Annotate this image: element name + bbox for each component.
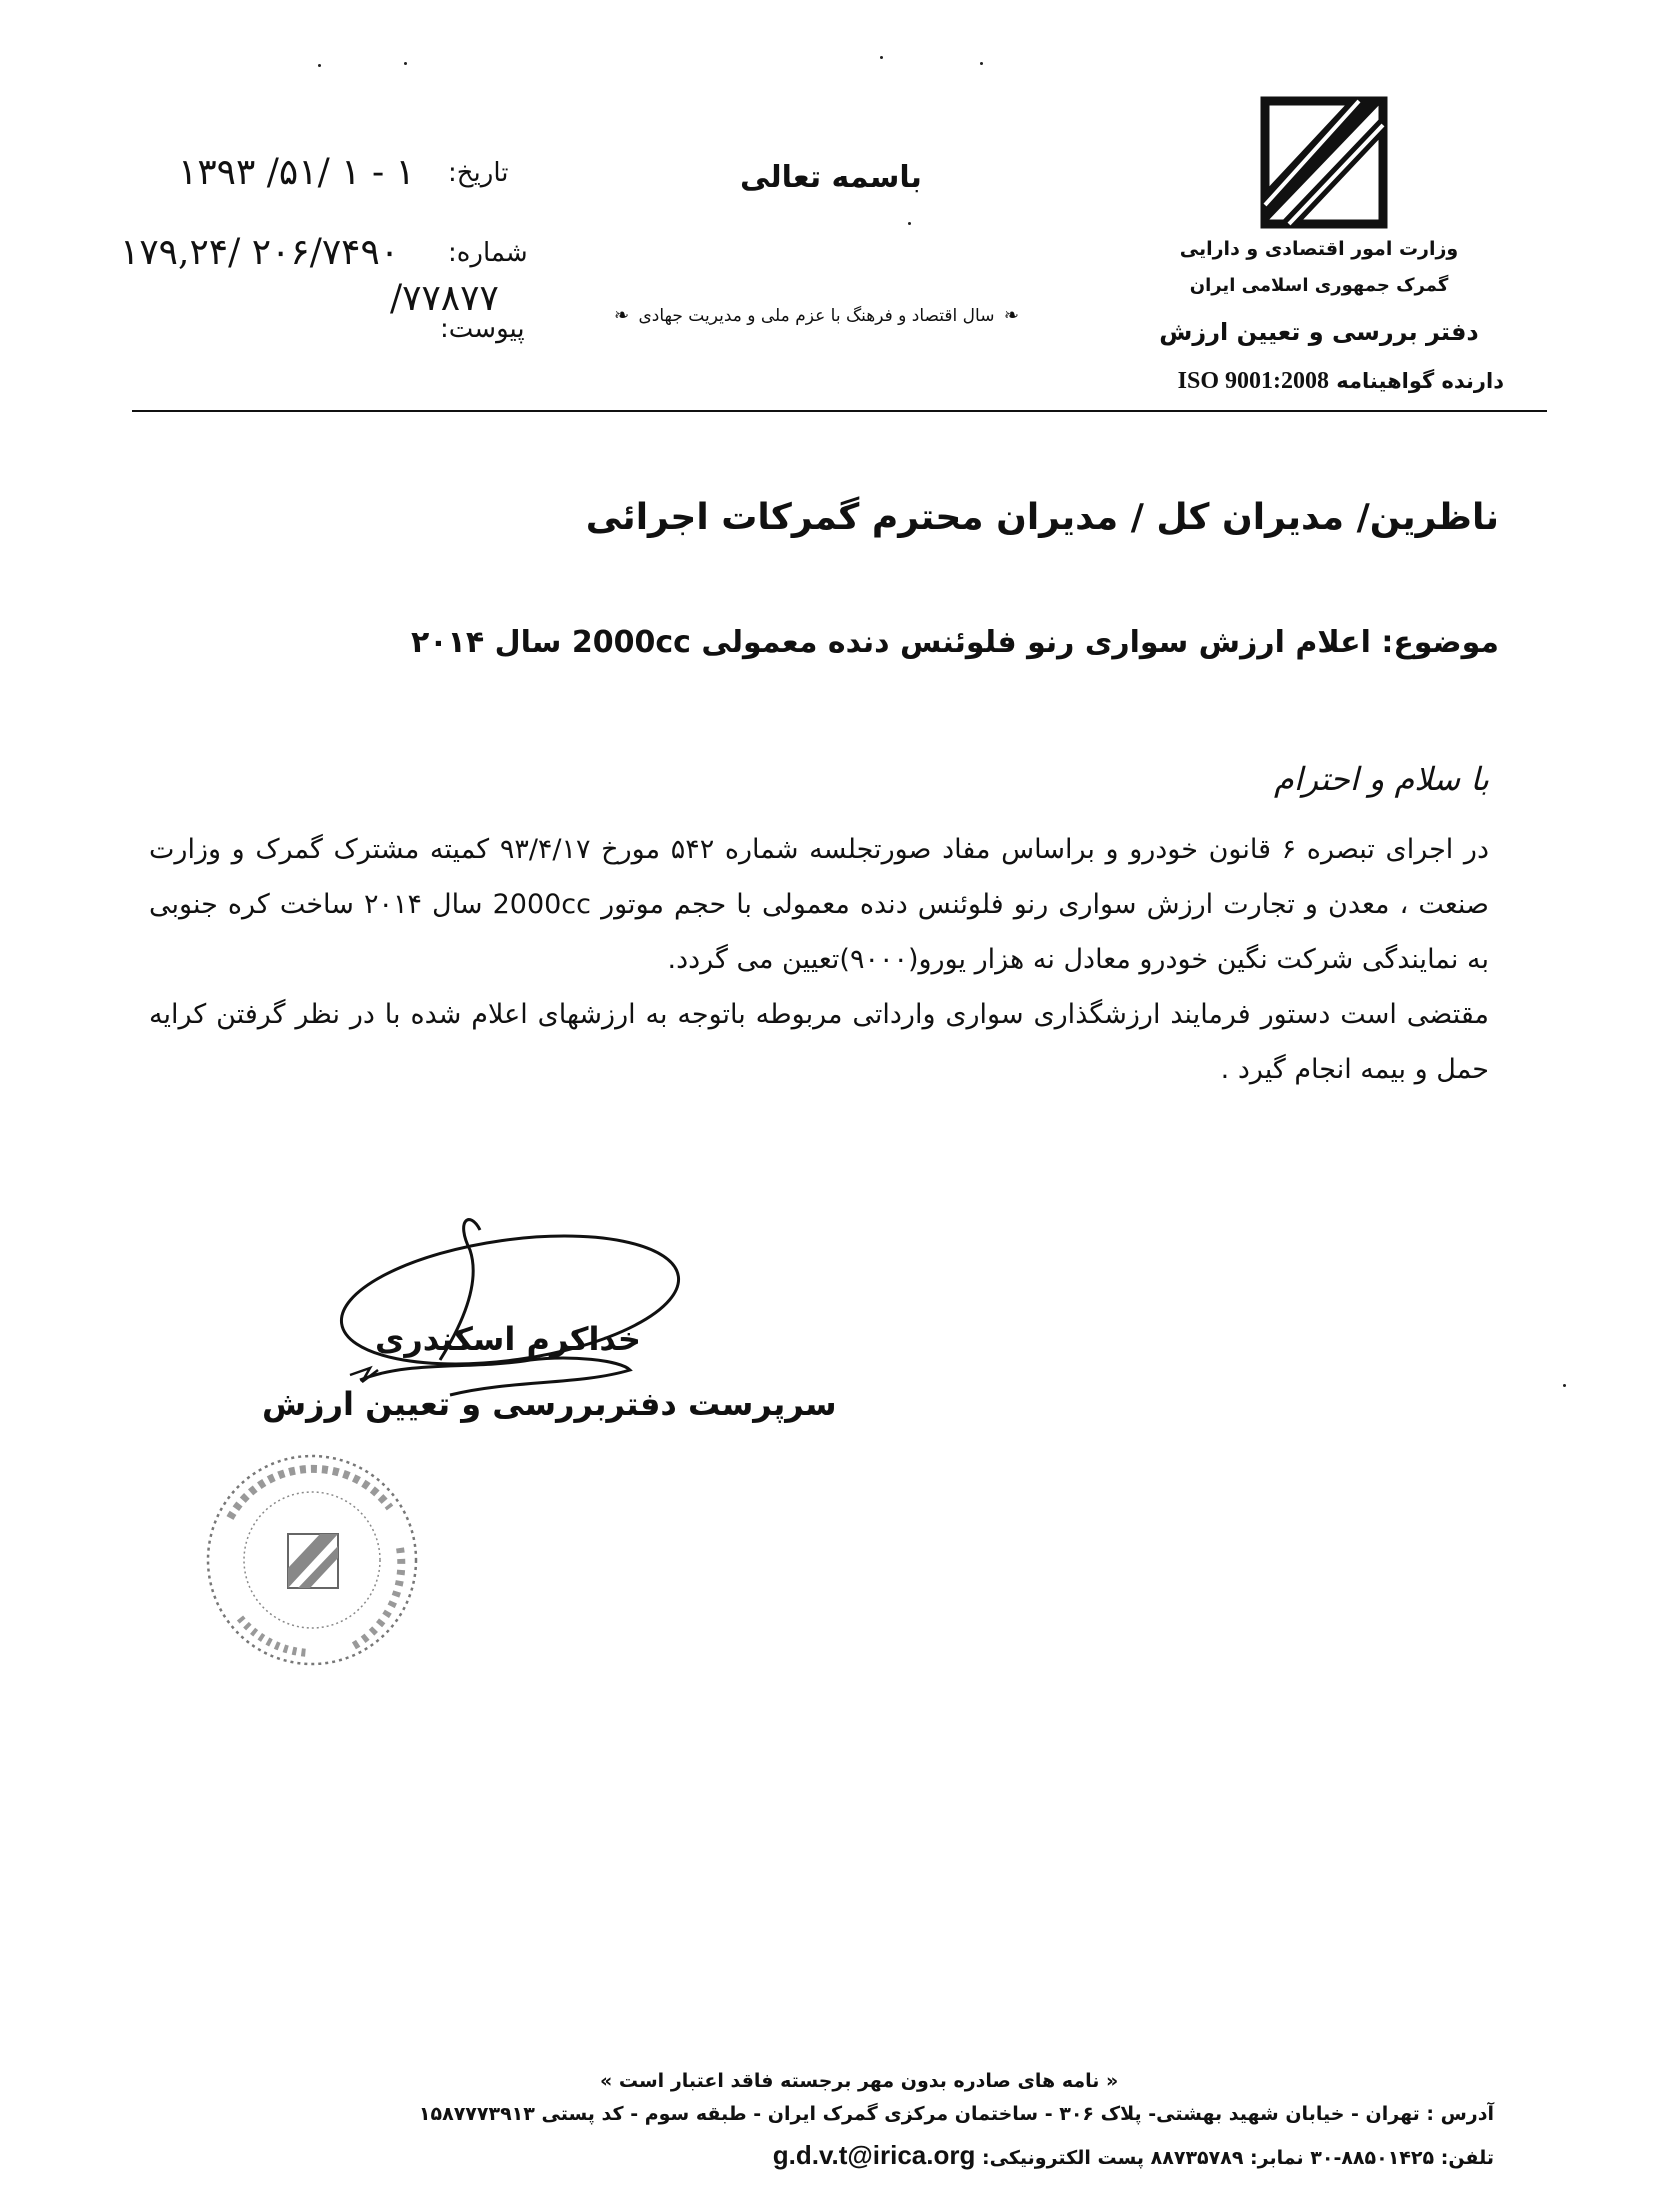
certificate-label: دارنده گواهینامه xyxy=(1336,369,1504,393)
greeting-handwritten: با سلام و احترام xyxy=(1273,760,1489,798)
certificate-iso: ISO 9001:2008 xyxy=(1177,368,1329,394)
scan-speck xyxy=(404,62,407,65)
date-value: ۱۳۹۳ /۵۱/ ۱ - ۱ xyxy=(178,152,415,193)
bismillah-heading: باسمه تعالی xyxy=(740,160,922,195)
scan-speck xyxy=(980,62,983,65)
header-divider xyxy=(132,410,1547,412)
recipient-line: ناظرین/ مدیران کل / مدیران محترم گمرکات اجرائی xyxy=(585,497,1499,538)
scan-speck xyxy=(1563,1384,1566,1387)
office-name: دفتر بررسی و تعیین ارزش xyxy=(1159,318,1479,346)
certificate-line xyxy=(1178,368,1504,395)
scan-speck xyxy=(318,64,321,67)
slogan-text: سال اقتصاد و فرهنگ با عزم ملی و مدیریت جهادی xyxy=(638,306,995,326)
footer-phone-fax: تلفن: ۸۸۵۰۱۴۲۵-۳۰ نمابر: ۸۸۷۳۵۷۸۹ پست الکترونیکی: xyxy=(982,2147,1494,2169)
year-slogan xyxy=(610,305,1023,326)
letter-body xyxy=(149,822,1489,1097)
footer-validity-note: « نامه های صادره بدون مهر برجسته فاقد اعتبار است » xyxy=(600,2070,1119,2092)
registry-number: /۷۷۸۷۷ xyxy=(390,278,499,319)
ornament-icon: ❧ xyxy=(1003,305,1019,326)
ornament-icon: ❧ xyxy=(614,305,630,326)
scan-speck xyxy=(908,222,911,225)
customs-logo-icon xyxy=(1259,95,1389,230)
signatory-name: خداکرم اسکندری xyxy=(375,1320,641,1358)
letter-number: ۱۷۹,۲۴/ ۲۰۶/۷۴۹۰ xyxy=(120,232,400,273)
ministry-name: وزارت امور اقتصادی و دارایی xyxy=(1179,238,1459,260)
footer-contact xyxy=(773,2140,1494,2171)
footer-email: g.d.v.t@irica.org xyxy=(772,2140,976,2170)
body-paragraph: مقتضی است دستور فرمایند ارزشگذاری سواری وارداتی مربوطه باتوجه به ارزشهای اعلام شده با در نظر گرفتن کرایه حمل و بیمه انجام گیرد . xyxy=(149,999,1489,1085)
signatory-title: سرپرست دفتربررسی و تعیین ارزش xyxy=(262,1385,837,1423)
subject-line: موضوع: اعلام ارزش سواری رنو فلوئنس دنده معمولی 2000cc سال ۲۰۱۴ xyxy=(410,625,1499,660)
number-label: شماره: xyxy=(448,238,528,268)
footer-address: آدرس : تهران - خیابان شهید بهشتی- پلاک ۳۰۶ - ساختمان مرکزی گمرک ایران - طبقه سوم - کد پستی ۱۵۸۷۷۷۳۹۱۳ xyxy=(418,2103,1494,2125)
attachment-label: پیوست: xyxy=(440,314,525,344)
official-seal-stamp xyxy=(200,1448,425,1673)
scan-speck xyxy=(880,56,883,59)
body-paragraph: در اجرای تبصره ۶ قانون خودرو و براساس مفاد صورتجلسه شماره ۵۴۲ مورخ ۹۳/۴/۱۷ کمیته مشترک گمرک و وزارت صنعت ، معدن و تجارت ارزش سواری رنو فلوئنس دنده معمولی با حجم موتور 2000cc سال ۲۰۱۴ ساخت کره جنوبی به نمایندگی شرکت نگین خودرو معادل نه هزار یورو(۹۰۰۰)تعیین می گردد. xyxy=(149,834,1489,975)
date-label: تاریخ: xyxy=(448,158,509,188)
customs-name: گمرک جمهوری اسلامی ایران xyxy=(1189,275,1449,296)
